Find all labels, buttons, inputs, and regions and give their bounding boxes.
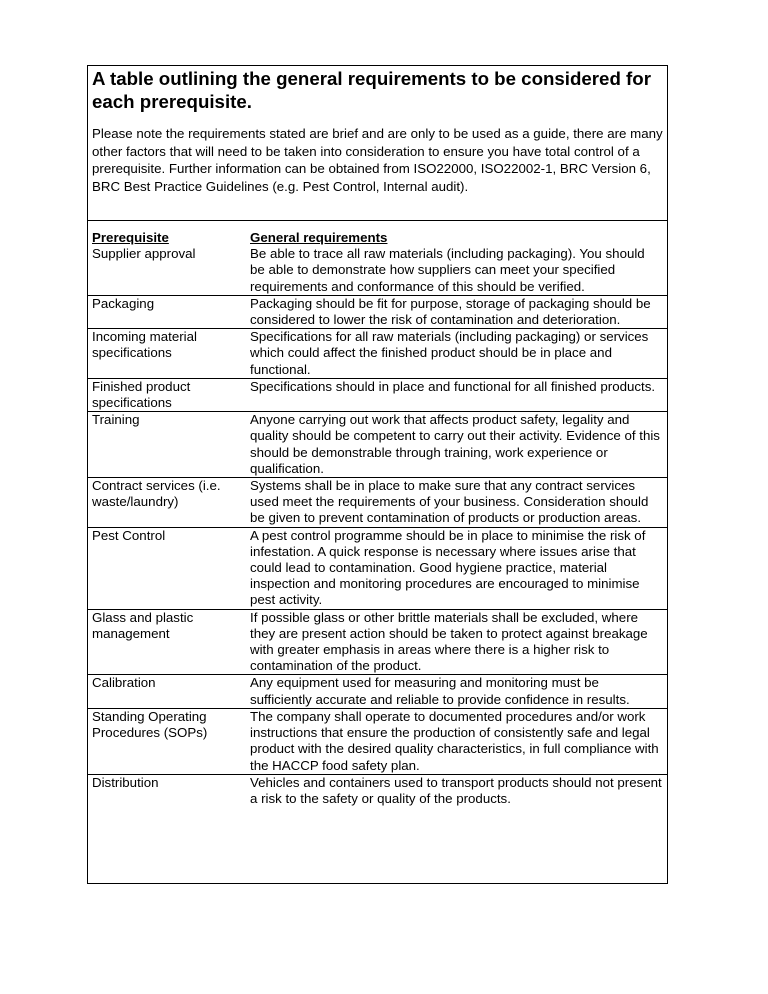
intro-section [88,66,667,221]
guidance-note: Please note the requirements stated are brief and are only to be used as a guide, there are many other factors that will need to be taken into consideration to ensure you have total control of a prerequisite. Further information can be obtained from ISO22000, ISO22002-1, BRC Version 6, BRC Best Practice Guidelines (e.g. Pest Control, Internal audit). [92,126,663,194]
table-row [88,675,667,708]
row-requirement: Systems shall be in place to make sure that any contract services used meet the requirements of your business. Consideration should be given to prevent contamination of products or production areas. [250,478,649,526]
table-row [88,528,667,610]
row-prerequisite: Incoming material specifications [92,329,197,361]
row-requirement: If possible glass or other brittle materials shall be excluded, where they are present action should be taken to protect against breakage with greater emphasis in areas where there is a higher risk to contamination of the product. [250,609,648,674]
row-prerequisite: Distribution [92,774,159,790]
table-header-row [88,221,667,295]
table-row [88,412,667,478]
row-requirement: Anyone carrying out work that affects product safety, legality and quality should be competent to carry out their activity. Evidence of this should be demonstrable through training, work experience or qualification. [250,412,660,476]
table-row [88,296,667,329]
prerequisite-header: Prerequisite [92,230,169,245]
requirements-column [246,221,667,295]
row-prerequisite: Contract services (i.e. waste/laundry) [92,478,221,510]
row-requirement: A pest control programme should be in place to minimise the risk of infestation. A quick response is necessary where issues arise that could lead to contamination. Good hygiene practice, material inspection and monitoring procedures are encouraged to minimise pest activity. [250,527,646,608]
row-prerequisite: Training [92,412,140,428]
row-prerequisite: Finished product specifications [92,378,191,411]
row-prerequisite: Supplier approval [92,246,196,262]
requirements-table [88,221,667,807]
row-requirement: Specifications for all raw materials (including packaging) or services which could affect the finished product should be in place and functional. [250,329,649,377]
row-requirement: Be able to trace all raw materials (including packaging). You should be able to demonstrate how suppliers can meet your specified requirements and conformance of this should be verified. [250,246,645,294]
document-frame [87,65,668,884]
requirements-header: General requirements [250,230,388,245]
row-requirement: Any equipment used for measuring and monitoring must be sufficiently accurate and reliable to provide confidence in results. [250,675,630,707]
document-title: A table outlining the general requirements to be considered for each prerequisite. [92,68,651,112]
row-requirement: Specifications should in place and functional for all finished products. [250,378,656,394]
row-prerequisite: Packaging [92,295,155,311]
row-requirement: Vehicles and containers used to transport products should not present a risk to the safety or quality of the products. [250,774,662,806]
row-prerequisite: Standing Operating Procedures (SOPs) [92,708,208,741]
table-row [88,329,667,379]
table-row [88,610,667,676]
row-requirement: Packaging should be fit for purpose, storage of packaging should be considered to lower the risk of contamination and deterioration. [250,295,651,328]
table-row [88,379,667,412]
row-prerequisite: Calibration [92,675,156,691]
table-row [88,709,667,775]
table-row [88,478,667,528]
row-prerequisite: Pest Control [92,527,166,543]
row-prerequisite: Glass and plastic management [92,609,194,641]
row-requirement: The company shall operate to documented procedures and/or work instructions that ensure the production of consistently safe and legal product with the desired quality characteristics, in full compliance with the HACCP food safety plan. [250,708,659,773]
prerequisite-column [88,221,246,295]
table-row [88,775,667,807]
